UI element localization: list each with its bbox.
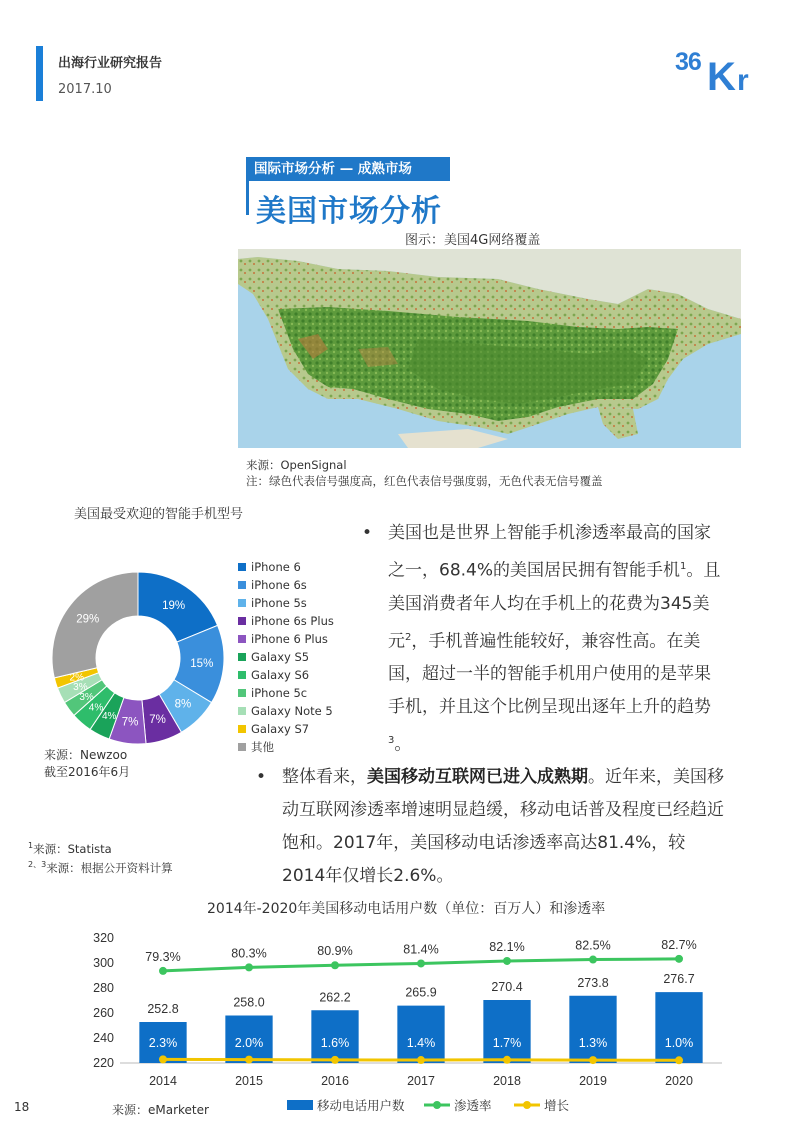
legend-label: 移动电话用户数	[317, 1099, 405, 1113]
growth-value-label: 1.0%	[664, 1036, 694, 1050]
footnote-1-text: 来源：Statista	[33, 841, 112, 856]
penetration-point	[159, 967, 167, 975]
bullet-2-text: 整体看来，美国移动互联网已进入成熟期。近年来，美国移动互联网渗透率增速明显趋缓，移动电话普及程度已经趋近饱和。2017年，美国移动电话渗透率高达81.4%，较2014年仅增长2.6%。	[282, 767, 724, 886]
growth-point	[331, 1056, 339, 1064]
y-tick-label: 220	[93, 1056, 114, 1070]
bar-mobile-users	[483, 1000, 530, 1063]
bar-value-label: 273.8	[577, 975, 609, 990]
growth-point	[675, 1056, 683, 1064]
pie-slice-label: 3%	[73, 681, 88, 693]
pie-legend-swatch	[238, 617, 246, 625]
pie-slice-label: 8%	[174, 698, 192, 711]
pie-slice-label: 15%	[190, 657, 214, 670]
pie-legend-swatch	[238, 671, 246, 679]
x-tick-label: 2018	[493, 1074, 521, 1088]
footnote-1-mark: 1	[28, 841, 34, 850]
bar-chart-title: 2014年-2020年美国移动电话用户数（单位：百万人）和渗透率	[207, 901, 606, 917]
smartphone-share-donut-chart	[48, 568, 228, 748]
pie-legend-label: iPhone 6 Plus	[251, 632, 328, 646]
legend-swatch	[287, 1100, 313, 1110]
pie-legend-swatch	[238, 689, 246, 697]
svg-text:r: r	[737, 64, 749, 94]
bullet-1-text: 美国也是世界上智能手机渗透率最高的国家之一，68.4%的美国居民拥有智能手机$^1$。且美国消费者年人均在手机上的花费为345美元$^2$，手机普遍性能较好，兼容性高。在美国，超过一半的智能手机用户使用的是苹果手机，并且这个比例呈现出逐年上升的趋势$^3$。	[388, 523, 721, 755]
pie-legend-swatch	[238, 599, 246, 607]
pie-legend-item	[238, 576, 334, 594]
pie-legend-label: iPhone 6	[251, 560, 301, 574]
pie-source-text: 来源：Newzoo	[44, 748, 128, 762]
bullet-mobile-internet-maturity	[256, 761, 726, 893]
penetration-point	[675, 955, 683, 963]
footnote-2-mark: 2、3	[28, 859, 47, 869]
y-tick-label: 240	[93, 1031, 114, 1045]
pie-legend-item	[238, 648, 334, 666]
pie-slice-label: 4%	[88, 702, 104, 714]
pie-legend-swatch	[238, 635, 246, 643]
bar-mobile-users	[655, 992, 702, 1063]
pie-chart-title: 美国最受欢迎的智能手机型号	[74, 507, 244, 522]
pie-legend-item	[238, 684, 334, 702]
y-tick-label: 260	[93, 1006, 114, 1020]
pie-legend-label: iPhone 5s	[251, 596, 307, 610]
penetration-value-label: 82.1%	[489, 939, 525, 954]
penetration-point	[331, 961, 339, 969]
pie-slice-label: 29%	[76, 613, 100, 626]
report-date: 2017.10	[58, 82, 112, 97]
pie-legend-label: 其他	[251, 740, 274, 754]
map-source-text: 来源：OpenSignal	[246, 458, 347, 472]
growth-value-label: 2.3%	[148, 1036, 178, 1050]
pie-legend-label: Galaxy S6	[251, 668, 310, 682]
penetration-value-label: 82.7%	[661, 937, 697, 952]
growth-point	[245, 1056, 253, 1064]
header-accent-bar	[36, 46, 43, 101]
y-tick-label: 280	[93, 981, 114, 995]
bullet-dot: •	[362, 523, 373, 543]
pie-legend-item	[238, 558, 334, 576]
growth-value-label: 1.6%	[320, 1036, 350, 1050]
penetration-value-label: 80.3%	[231, 946, 267, 961]
pie-legend-item	[238, 702, 334, 720]
legend-label: 渗透率	[454, 1099, 492, 1113]
penetration-value-label: 79.3%	[145, 949, 181, 964]
us-4g-coverage-map	[238, 249, 741, 448]
footnote-2	[28, 857, 173, 876]
report-title: 出海行业研究报告	[58, 56, 163, 71]
pie-as-of: 截至2016年6月	[44, 765, 131, 779]
bar-mobile-users	[397, 1006, 444, 1063]
growth-value-label: 2.0%	[234, 1036, 264, 1050]
x-tick-label: 2015	[235, 1074, 263, 1088]
map-note: 注：绿色代表信号强度高，红色代表信号强度弱，无色代表无信号覆盖	[246, 474, 603, 488]
pie-slice-label: 4%	[101, 711, 117, 723]
pie-legend-item	[238, 666, 334, 684]
svg-text:36: 36	[675, 48, 701, 76]
growth-point	[417, 1056, 425, 1064]
pie-legend-swatch	[238, 725, 246, 733]
bullet-smartphone-penetration	[362, 517, 722, 762]
pie-legend-swatch	[238, 653, 246, 661]
growth-point	[503, 1056, 511, 1064]
growth-value-label: 1.4%	[406, 1036, 436, 1050]
section-title: 美国市场分析	[256, 194, 442, 229]
legend-marker	[523, 1101, 531, 1109]
pie-legend-label: iPhone 6s	[251, 578, 307, 592]
pie-legend-swatch	[238, 707, 246, 715]
pie-legend-swatch	[238, 581, 246, 589]
growth-point	[589, 1056, 597, 1064]
pie-legend-label: iPhone 5c	[251, 686, 308, 700]
bar-value-label: 252.8	[147, 1002, 179, 1016]
footnotes	[28, 838, 173, 876]
brand-logo	[673, 42, 761, 94]
legend-marker	[433, 1101, 441, 1109]
bar-value-label: 265.9	[405, 985, 437, 1000]
map-source	[246, 457, 603, 489]
pie-source	[44, 747, 130, 781]
bar-mobile-users	[569, 996, 616, 1063]
map-caption: 图示：美国4G网络覆盖	[405, 233, 541, 248]
pie-slice-label: 19%	[162, 599, 186, 612]
footnote-2-text: 来源：根据公开资料计算	[46, 860, 173, 875]
footnote-1	[28, 838, 173, 857]
pie-slice-label: 2%	[69, 672, 85, 684]
x-tick-label: 2020	[665, 1074, 693, 1088]
bar-value-label: 270.4	[491, 980, 523, 994]
growth-value-label: 1.3%	[578, 1036, 608, 1050]
pie-slice-label: 7%	[149, 713, 166, 726]
pie-legend-label: iPhone 6s Plus	[251, 614, 334, 628]
pie-legend-item	[238, 612, 334, 630]
page-number: 18	[14, 1100, 30, 1114]
pie-legend-label: Galaxy Note 5	[251, 704, 333, 718]
x-tick-label: 2016	[321, 1074, 349, 1088]
penetration-value-label: 81.4%	[403, 942, 439, 957]
bar-value-label: 262.2	[319, 990, 351, 1005]
svg-text:K: K	[707, 55, 736, 94]
pie-slice-label: 7%	[121, 716, 139, 729]
penetration-point	[503, 957, 511, 965]
penetration-value-label: 80.9%	[317, 944, 353, 959]
x-tick-label: 2014	[149, 1074, 177, 1088]
y-tick-label: 320	[93, 931, 114, 945]
pie-legend-label: Galaxy S5	[251, 650, 310, 664]
pie-legend-item	[238, 738, 334, 756]
pie-legend-swatch	[238, 743, 246, 751]
pie-legend-item	[238, 594, 334, 612]
section-tag: 国际市场分析 — 成熟市场	[246, 157, 450, 181]
bar-value-label: 276.7	[663, 972, 695, 987]
bullet-dot: •	[256, 767, 267, 787]
x-tick-label: 2019	[579, 1074, 607, 1088]
x-tick-label: 2017	[407, 1074, 435, 1088]
pie-legend-item	[238, 630, 334, 648]
legend-label: 增长	[544, 1099, 570, 1113]
pie-legend-label: Galaxy S7	[251, 722, 310, 736]
penetration-point	[417, 959, 425, 967]
chart-source: 来源：eMarketer	[112, 1103, 209, 1117]
pie-legend-item	[238, 720, 334, 738]
y-tick-label: 300	[93, 956, 114, 970]
penetration-point	[245, 963, 253, 971]
pie-legend	[238, 558, 334, 756]
growth-point	[159, 1055, 167, 1063]
bar-value-label: 258.0	[233, 995, 265, 1010]
penetration-point	[589, 956, 597, 964]
pie-legend-swatch	[238, 563, 246, 571]
penetration-value-label: 82.5%	[575, 938, 611, 953]
pie-slice-label: 3%	[79, 692, 94, 704]
growth-value-label: 1.7%	[492, 1036, 522, 1050]
mobile-users-combo-chart	[72, 920, 732, 1120]
